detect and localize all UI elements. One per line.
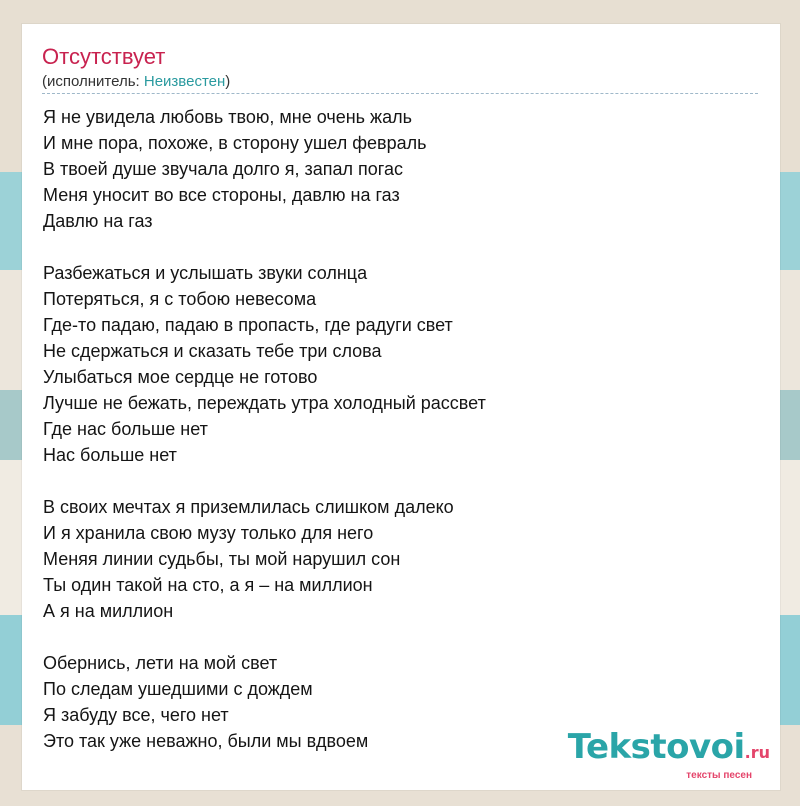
artist-line [42,73,230,91]
lyric-line: И мне пора, похоже, в сторону ушел февраль [43,133,427,153]
logo-tld: .ru [744,743,770,762]
artist-suffix: ) [225,73,231,90]
lyric-line: Обернись, лети на мой свет [43,653,278,673]
lyric-line: Меняя линии судьбы, ты мой нарушил сон [43,549,401,569]
lyrics-card [22,24,780,790]
lyric-line: Это так уже неважно, были мы вдвоем [43,731,369,751]
lyric-line: И я хранила свою музу только для него [43,523,374,543]
song-title: Отсутствует [42,44,166,69]
artist-prefix: (исполнитель: [42,73,144,90]
lyric-line: Улыбаться мое сердце не готово [43,367,318,387]
stanza-1 [43,104,486,234]
lyric-line: Я не увидела любовь твою, мне очень жаль [43,107,412,127]
logo-name: Tekstovoi [567,727,745,767]
lyric-line: Давлю на газ [43,211,153,231]
lyric-line: По следам ушедшими с дождем [43,679,313,699]
lyric-line: Нас больше нет [43,445,177,465]
stanza-4 [43,650,486,754]
stanza-2 [43,260,486,468]
lyric-line: Где-то падаю, падаю в пропасть, где радуги свет [43,315,453,335]
lyric-line: Не сдержаться и сказать тебе три слова [43,341,382,361]
lyric-line: Ты один такой на сто, а я – на миллион [43,575,373,595]
lyric-line: Потеряться, я с тобою невесома [43,289,317,309]
title-divider [42,93,758,94]
lyric-line: Меня уносит во все стороны, давлю на газ [43,185,400,205]
stanza-3 [43,494,486,624]
lyric-line: Где нас больше нет [43,419,208,439]
logo-tagline: тексты песен [686,770,752,781]
lyric-line: Лучше не бежать, переждать утра холодный рассвет [43,393,486,413]
artist-link[interactable]: Неизвестен [143,73,226,90]
lyric-line: Я забуду все, чего нет [43,705,229,725]
lyric-line: А я на миллион [43,601,174,621]
lyric-line: Разбежаться и услышать звуки солнца [43,263,368,283]
logo-wordmark [567,727,770,770]
lyrics-text [43,104,486,780]
lyric-line: В твоей душе звучала долго я, запал погас [43,159,403,179]
lyric-line: В своих мечтах я приземлилась слишком далеко [43,497,454,517]
site-logo[interactable] [567,727,770,782]
